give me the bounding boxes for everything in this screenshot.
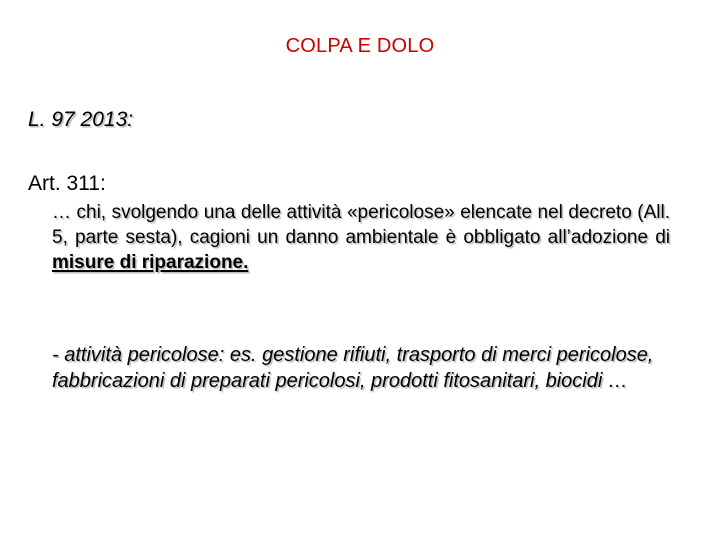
article-text: … chi, svolgendo una delle attività «pericolose» elencate nel decreto (All. 5, parte sesta), cagioni un danno ambientale è obbligato all’adozione di (52, 202, 670, 248)
note-text: - attività pericolose: es. gestione rifiuti, trasporto di merci pericolose, fabbricazioni di preparati pericolosi, prodotti fitosanitari, biocidi … (52, 344, 654, 392)
article-body (52, 200, 670, 275)
article-emphasis: misure di riparazione. (52, 252, 249, 273)
slide-title: COLPA E DOLO (285, 35, 435, 57)
law-reference: L. 97 2013: (28, 108, 134, 131)
article-label: Art. 311: (28, 172, 106, 195)
